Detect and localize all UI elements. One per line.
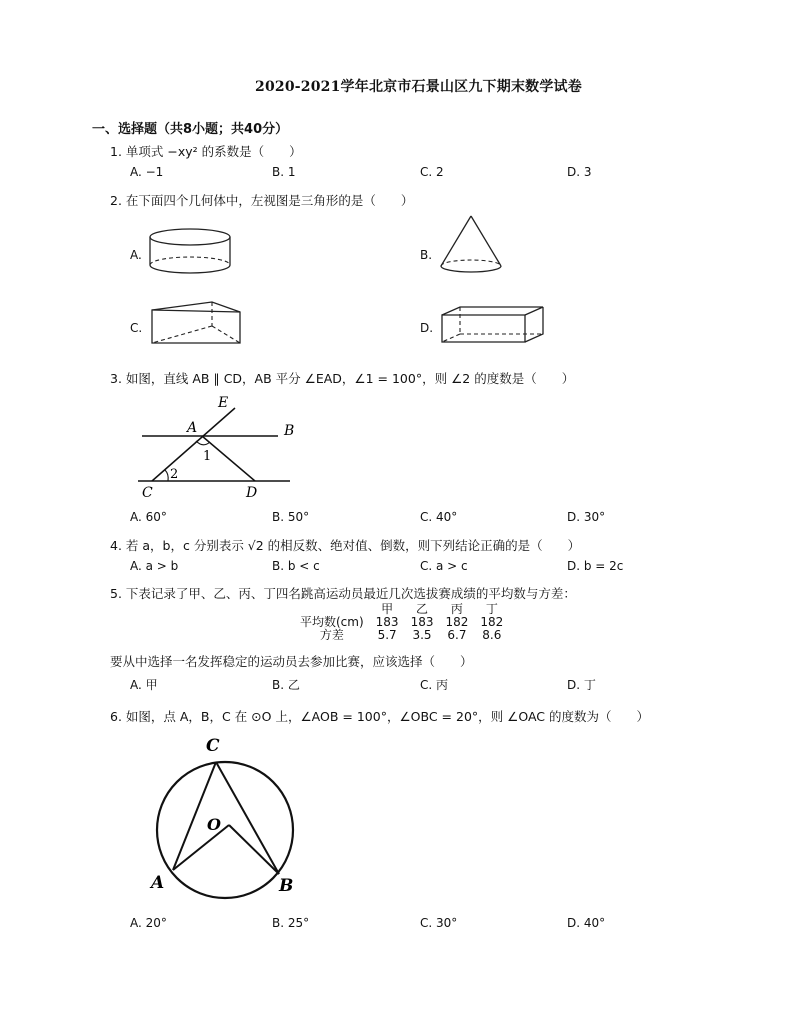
question-2-label-b[interactable]: B. <box>420 248 433 262</box>
cuboid-figure <box>440 305 548 345</box>
question-1-stem: 1. 单项式 −xy² 的系数是（ ） <box>110 144 302 159</box>
question-3-stem: 3. 如图，直线 AB ∥ CD，AB 平分 ∠EAD，∠1 = 100°，则 ∠2 的度数是（ ） <box>110 371 575 386</box>
label-a: A <box>151 873 165 893</box>
question-4-stem: 4. 若 a，b，c 分别表示 √2 的相反数、绝对值、倒数，则下列结论正确的是（ ） <box>110 538 581 553</box>
table-row <box>294 629 509 642</box>
table-header: 乙 <box>416 602 429 616</box>
label-c: C <box>206 736 220 756</box>
table-cell: 5.7 <box>377 628 397 642</box>
label-b: B <box>279 876 294 896</box>
question-6-option-a[interactable]: A. 20° <box>130 916 167 930</box>
score-table <box>294 603 509 642</box>
cylinder-figure <box>145 225 240 285</box>
label-e: E <box>218 395 229 411</box>
question-2-label-d[interactable]: D. <box>420 321 434 335</box>
table-cell: 3.5 <box>412 628 432 642</box>
table-header: 丙 <box>450 602 463 616</box>
question-4-option-a[interactable]: A. a > b <box>130 559 179 573</box>
table-cell: 8.6 <box>482 628 502 642</box>
circle-figure <box>145 733 315 898</box>
question-6-option-d[interactable]: D. 40° <box>567 916 606 930</box>
table-cell: 182 <box>480 615 504 629</box>
cone-figure <box>438 214 508 279</box>
question-5-followup: 要从中选择一名发挥稳定的运动员去参加比赛，应该选择（ ） <box>110 654 473 669</box>
question-2-label-a[interactable]: A. <box>130 248 142 262</box>
table-header: 丁 <box>485 602 498 616</box>
parallel-lines-figure <box>130 393 310 503</box>
label-d: D <box>246 485 258 501</box>
table-cell: 183 <box>410 615 434 629</box>
question-4-option-d[interactable]: D. b = 2c <box>567 559 624 573</box>
section-heading: 一、选择题（共8小题；共40分） <box>92 122 289 137</box>
question-1-option-b[interactable]: B. 1 <box>272 165 296 179</box>
angle-2-label: 2 <box>170 467 179 482</box>
question-1-option-c[interactable]: C. 2 <box>420 165 444 179</box>
table-cell: 182 <box>445 615 469 629</box>
label-a: A <box>187 420 198 436</box>
question-2-stem: 2. 在下面四个几何体中，左视图是三角形的是（ ） <box>110 193 414 208</box>
table-cell: 6.7 <box>447 628 467 642</box>
triangular-prism-figure <box>150 300 245 348</box>
question-5-option-a[interactable]: A. 甲 <box>130 678 158 692</box>
page-title: 2020-2021学年北京市石景山区九下期末数学试卷 <box>255 79 582 95</box>
question-5-option-c[interactable]: C. 丙 <box>420 678 449 692</box>
question-5-option-d[interactable]: D. 丁 <box>567 678 596 692</box>
table-cell: 183 <box>375 615 399 629</box>
question-4-option-c[interactable]: C. a > c <box>420 559 468 573</box>
label-o: O <box>207 815 221 834</box>
label-c: C <box>142 485 153 501</box>
question-6-option-c[interactable]: C. 30° <box>420 916 458 930</box>
question-1-option-a[interactable]: A. −1 <box>130 165 164 179</box>
question-5-option-b[interactable]: B. 乙 <box>272 678 300 692</box>
question-6-stem: 6. 如图，点 A，B，C 在 ⊙O 上，∠AOB = 100°，∠OBC = 20°，则 ∠OAC 的度数为（ ） <box>110 709 649 724</box>
question-3-option-c[interactable]: C. 40° <box>420 510 458 524</box>
question-4-option-b[interactable]: B. b < c <box>272 559 320 573</box>
question-3-option-a[interactable]: A. 60° <box>130 510 167 524</box>
question-2-label-c[interactable]: C. <box>130 321 143 335</box>
question-6-option-b[interactable]: B. 25° <box>272 916 310 930</box>
question-5-stem: 5. 下表记录了甲、乙、丙、丁四名跳高运动员最近几次选拔赛成绩的平均数与方差： <box>110 586 576 601</box>
row-label: 方差 <box>319 628 344 642</box>
label-b: B <box>284 423 295 439</box>
table-header: 甲 <box>381 602 394 616</box>
angle-1-label: 1 <box>203 449 212 464</box>
question-3-option-d[interactable]: D. 30° <box>567 510 606 524</box>
question-1-option-d[interactable]: D. 3 <box>567 165 592 179</box>
question-3-option-b[interactable]: B. 50° <box>272 510 310 524</box>
row-label: 平均数(cm) <box>300 615 364 629</box>
